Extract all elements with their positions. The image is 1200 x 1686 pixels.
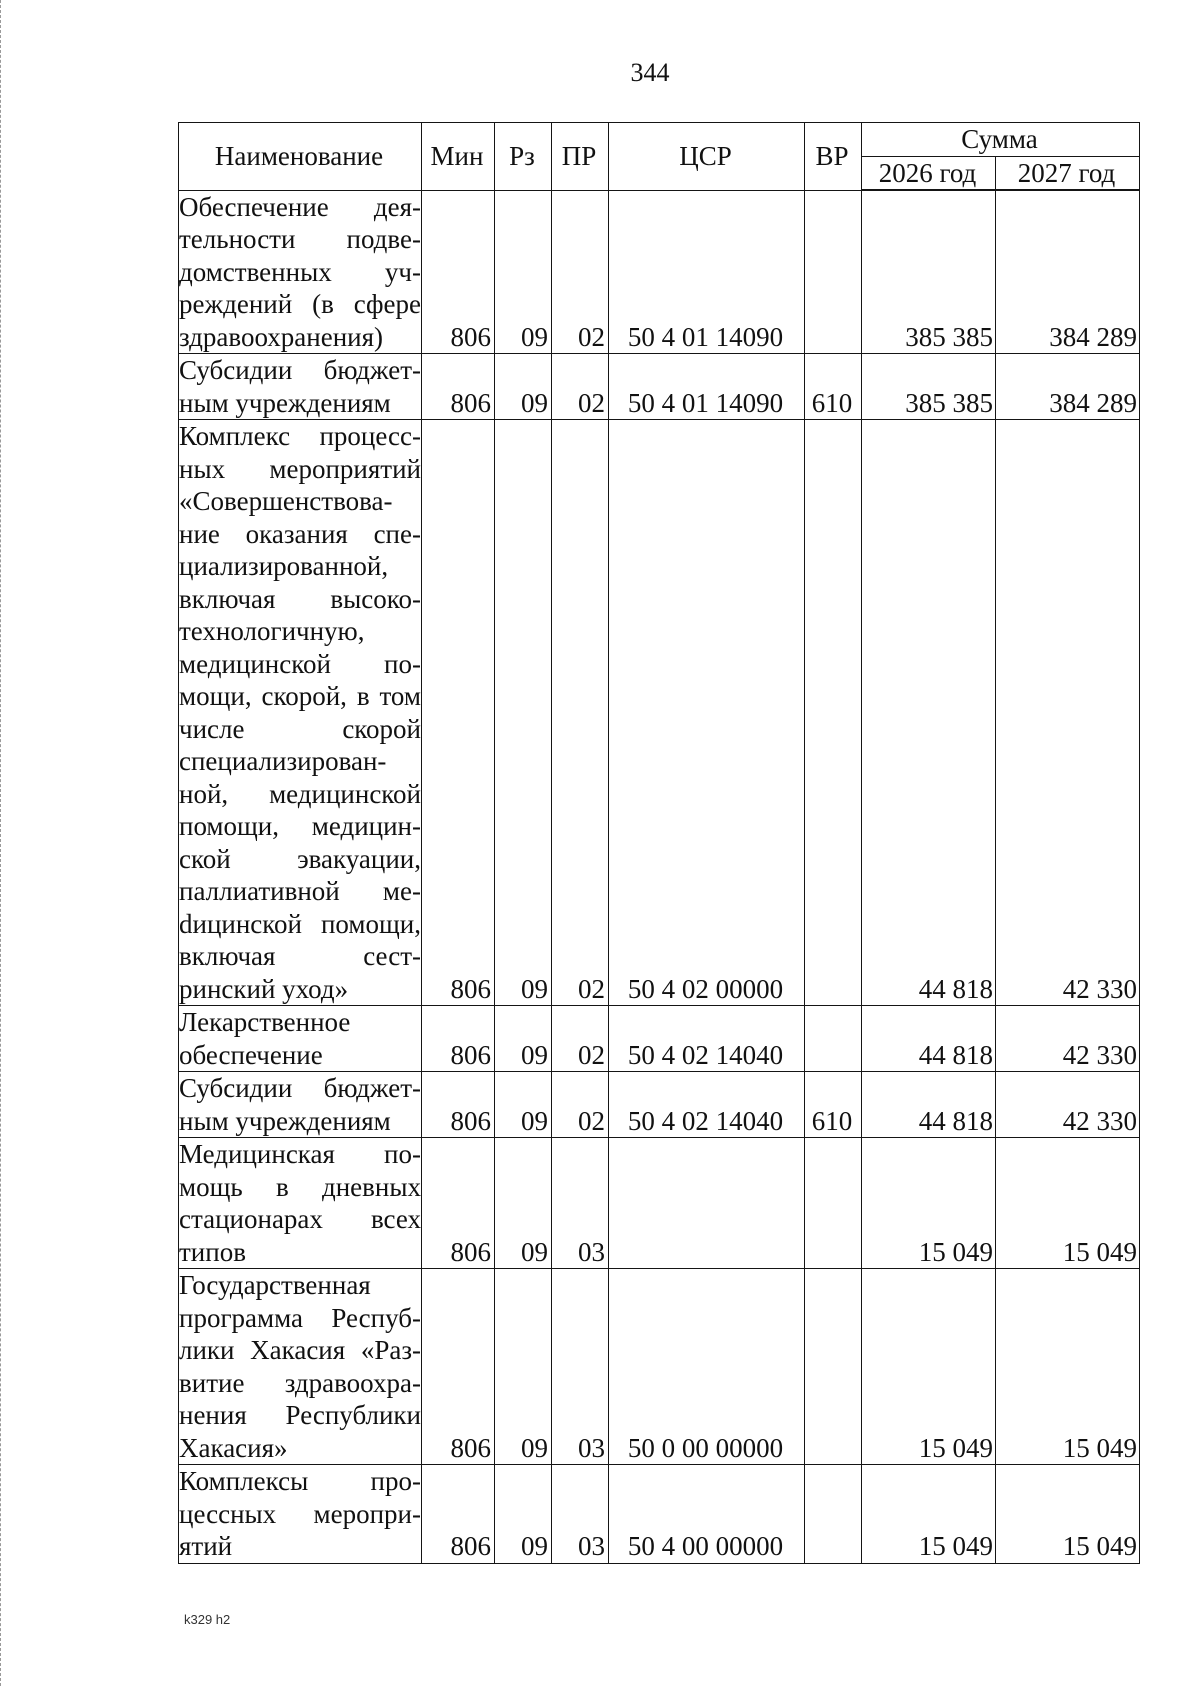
row-sum-2026: 15 049	[862, 1465, 996, 1564]
row-vr: 610	[805, 1072, 862, 1138]
row-name: Обеспечение деятельности подведомственных учреждений (в сфере здравоохранения)	[179, 191, 421, 352]
table-row	[179, 1006, 1140, 1072]
row-name: Медицинская помощь в дневных стационарах всех типов	[179, 1139, 421, 1267]
footer-code: k329 h2	[184, 1612, 231, 1627]
row-rz: 09	[495, 420, 552, 1006]
row-rz: 09	[495, 1465, 552, 1564]
row-pr: 02	[552, 1006, 609, 1072]
row-csr: 50 4 02 00000	[609, 420, 805, 1006]
row-csr: 50 4 00 00000	[609, 1465, 805, 1564]
row-pr: 02	[552, 1072, 609, 1138]
table-row	[179, 420, 1140, 1006]
row-min: 806	[422, 1072, 495, 1138]
row-sum-2027: 384 289	[996, 190, 1140, 354]
row-csr: 50 4 02 14040	[609, 1072, 805, 1138]
row-min: 806	[422, 354, 495, 420]
row-sum-2027: 15 049	[996, 1138, 1140, 1269]
row-sum-2026: 44 818	[862, 1072, 996, 1138]
header-sum: Сумма	[862, 123, 1140, 157]
header-year-2026: 2026 год	[862, 156, 996, 190]
row-sum-2027: 384 289	[996, 354, 1140, 420]
row-name: Лекарственное обеспечение	[179, 1006, 422, 1072]
row-rz: 09	[495, 190, 552, 354]
row-rz: 09	[495, 1138, 552, 1269]
row-vr	[805, 420, 862, 1006]
row-sum-2026: 44 818	[862, 1006, 996, 1072]
row-csr: 50 0 00 00000	[609, 1269, 805, 1465]
row-min: 806	[422, 1465, 495, 1564]
scan-edge	[0, 0, 4, 1686]
row-vr	[805, 1269, 862, 1465]
table-row	[179, 1269, 1140, 1465]
row-min: 806	[422, 1138, 495, 1269]
table-row	[179, 1072, 1140, 1138]
row-rz: 09	[495, 1006, 552, 1072]
row-rz: 09	[495, 1269, 552, 1465]
row-vr	[805, 1138, 862, 1269]
row-name: Государственная программа Республики Хакасия «Развитие здравоохранения Республики Хакасия»	[179, 1270, 421, 1463]
row-sum-2026: 385 385	[862, 190, 996, 354]
row-min: 806	[422, 420, 495, 1006]
row-sum-2027: 15 049	[996, 1465, 1140, 1564]
row-sum-2026: 385 385	[862, 354, 996, 420]
row-sum-2027: 42 330	[996, 1006, 1140, 1072]
row-csr: 50 4 01 14090	[609, 354, 805, 420]
header-csr: ЦСР	[609, 123, 805, 191]
row-rz: 09	[495, 354, 552, 420]
row-vr	[805, 1465, 862, 1564]
row-name: Субсидии бюджетным учреждениям	[179, 355, 421, 418]
row-name: Комплекс процессных мероприятий «Совершенствование оказания специализированной, включая высокотехнологичную, медицинской помощи, скорой, в том числе скорой специализированной, медицинской помощи, медицинской эвакуации, паллиативной меdицинской помощи, включая сестринский уход»	[179, 421, 421, 1004]
row-csr: 50 4 02 14040	[609, 1006, 805, 1072]
row-sum-2027: 42 330	[996, 420, 1140, 1006]
row-vr	[805, 190, 862, 354]
row-sum-2027: 15 049	[996, 1269, 1140, 1465]
header-pr: ПР	[552, 123, 609, 191]
row-sum-2026: 15 049	[862, 1269, 996, 1465]
header-name: Наименование	[179, 123, 422, 191]
row-rz: 09	[495, 1072, 552, 1138]
row-csr	[609, 1138, 805, 1269]
table-row	[179, 190, 1140, 354]
row-sum-2026: 44 818	[862, 420, 996, 1006]
row-min: 806	[422, 1269, 495, 1465]
header-year-2027: 2027 год	[996, 156, 1140, 190]
table-row	[179, 1138, 1140, 1269]
row-csr: 50 4 01 14090	[609, 190, 805, 354]
header-vr: ВР	[805, 123, 862, 191]
row-sum-2026: 15 049	[862, 1138, 996, 1269]
row-pr: 02	[552, 190, 609, 354]
row-vr	[805, 1006, 862, 1072]
page-number: 344	[630, 58, 670, 87]
row-sum-2027: 42 330	[996, 1072, 1140, 1138]
row-pr: 03	[552, 1269, 609, 1465]
header-rz: Рз	[495, 123, 552, 191]
row-pr: 03	[552, 1138, 609, 1269]
row-name: Субсидии бюджетным учреждениям	[179, 1073, 421, 1136]
table-row	[179, 1465, 1140, 1564]
row-name: Комплексы процессных мероприятий	[179, 1466, 421, 1561]
row-pr: 02	[552, 420, 609, 1006]
header-min: Мин	[422, 123, 495, 191]
header-row-1	[179, 123, 1140, 157]
row-pr: 03	[552, 1465, 609, 1564]
row-pr: 02	[552, 354, 609, 420]
row-min: 806	[422, 1006, 495, 1072]
table-row	[179, 354, 1140, 420]
row-min: 806	[422, 190, 495, 354]
budget-table	[178, 122, 1140, 1564]
row-vr: 610	[805, 354, 862, 420]
